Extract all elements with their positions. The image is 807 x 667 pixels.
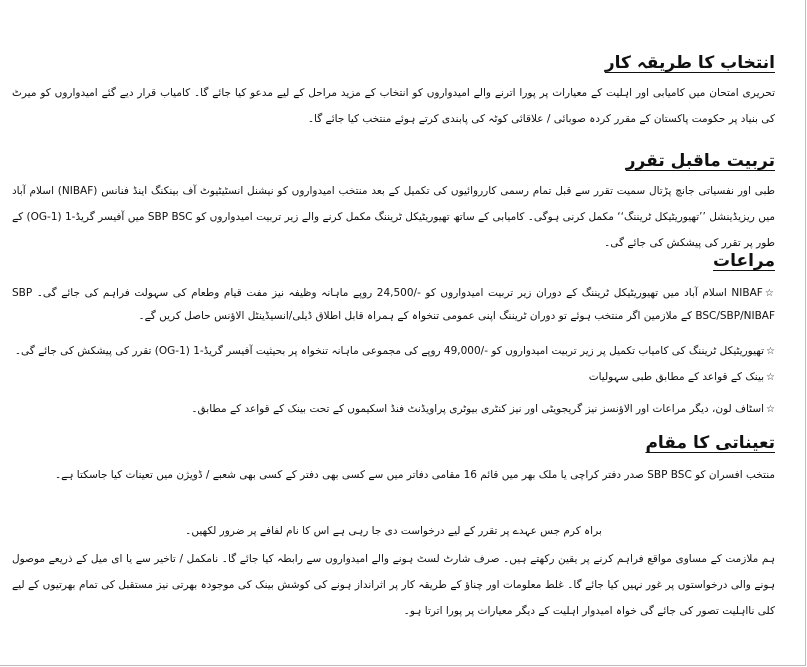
heading-place-of-posting: تعیناتی کا مقام bbox=[645, 433, 775, 453]
paragraph-selection-procedure: تحریری امتحان میں کامیابی اور اہلیت کے معیارات پر پورا اترنے والے امیدواروں کو انتخاب کے مزید مراحل کے لیے مدعو کیا جائے گا۔ کامیاب قرار دیے گئے امیدواروں کو میرٹ کی بنیاد پر حکومت پاکستان کے مقرر کردہ صوبائی / علاقائی کوٹہ کی پابندی کرتے ہوئے منتخب کیا جائے گا۔ bbox=[12, 87, 775, 125]
benefit-item bbox=[12, 340, 775, 363]
benefit-item-text: تھیوریٹیکل ٹریننگ کی کامیاب تکمیل پر زیر تربیت امیدواروں کو -/49,000 روپے کی مجموعی ماہانہ تنخواہ پر بحیثیت آفیسر گریڈ-1 (OG-1) تقرر کی پیشکش کی جائے گی۔ bbox=[14, 345, 765, 357]
star-bullet-icon: ☆ bbox=[764, 288, 776, 299]
benefit-item bbox=[12, 282, 775, 328]
paragraph-place-of-posting: منتخب افسران کو SBP BSC صدر دفتر کراچی یا ملک بھر میں قائم 16 مقامی دفاتر میں سے کسی بھی دفتر کے کسی بھی شعبے / ڈویژن میں تعینات کیا جاسکتا ہے۔ bbox=[55, 469, 775, 481]
note-envelope-instruction: براہ کرم جس عہدے پر تقرر کے لیے درخواست دی جا رہی ہے اس کا نام لفافے پر ضرور لکھیں۔ bbox=[185, 525, 602, 537]
star-bullet-icon: ☆ bbox=[766, 372, 775, 383]
paragraph-pre-appointment-training: طبی اور نفسیاتی جانچ پڑتال سمیت تقرر سے قبل تمام رسمی کارروائیوں کی تکمیل کے بعد منتخب امیدواروں کو نیشنل انسٹیٹیوٹ آف بینکنگ اینڈ فنانس (NIBAF) اسلام آباد میں ریزیڈینشل ’’تھیوریٹیکل ٹریننگ‘‘ مکمل کرنی ہوگی۔ کامیابی کے ساتھ تھیوریٹیکل ٹریننگ مکمل کرنے والے زیر تربیت امیدواروں کو SBP BSC میں آفیسر گریڈ-1 (OG-1) کے طور پر تقرر کی پیشکش کی جائے گی۔ bbox=[12, 185, 775, 249]
benefit-item bbox=[12, 398, 775, 421]
heading-pre-appointment-training: تربیت ماقبل تقرر bbox=[625, 151, 775, 171]
note-equal-opportunity: ہم ملازمت کے مساوی مواقع فراہم کرنے پر یقین رکھتے ہیں۔ صرف شارٹ لسٹ ہونے والے امیدواروں سے رابطہ کیا جائے گا۔ نامکمل / تاخیر سے یا ای میل کے ذریعے موصول ہونے والی درخواستوں پر غور نہیں کیا جائے گا۔ غلط معلومات اور چناؤ کے طریقہ کار پر اثرانداز ہونے کی کوشش بینک کی موجودہ بھرتی نیز مستقبل کی تمام بھرتیوں کے لیے کلی نااہلیت تصور کی جائے گی خواہ امیدوار اہلیت کے دیگر معیارات پر پورا اترتا ہو۔ bbox=[12, 553, 775, 617]
benefit-item-text: NIBAF اسلام آباد میں تھیوریٹیکل ٹریننگ کے دوران زیر تربیت امیدواروں کو -/24,500 روپے ماہانہ وظیفہ نیز مفت قیام وطعام کی سہولت فراہم کی جائے گی۔ SBP BSC/SBP/NIBAF کے ملازمین اگر منتخب ہوئے تو دوران ٹریننگ اپنی عمومی تنخواہ کے ہمراہ قابل اطلاق ڈیلی/انسیڈینٹل الاؤنس حاصل کریں گے۔ bbox=[12, 287, 775, 322]
star-bullet-icon: ☆ bbox=[766, 346, 775, 357]
benefit-item-text: بینک کے قواعد کے مطابق طبی سہولیات bbox=[588, 371, 765, 383]
benefit-item-text: اسٹاف لون، دیگر مراعات اور الاؤنسز نیز گریجویٹی اور نیز کنٹری بیوٹری پراویڈنٹ فنڈ اسکیموں کے تحت بینک کے قواعد کے مطابق۔ bbox=[191, 403, 765, 415]
heading-selection-procedure: انتخاب کا طریقہ کار bbox=[604, 53, 775, 73]
benefit-item bbox=[12, 366, 775, 389]
star-bullet-icon: ☆ bbox=[766, 404, 775, 415]
heading-benefits: مراعات bbox=[712, 251, 775, 271]
